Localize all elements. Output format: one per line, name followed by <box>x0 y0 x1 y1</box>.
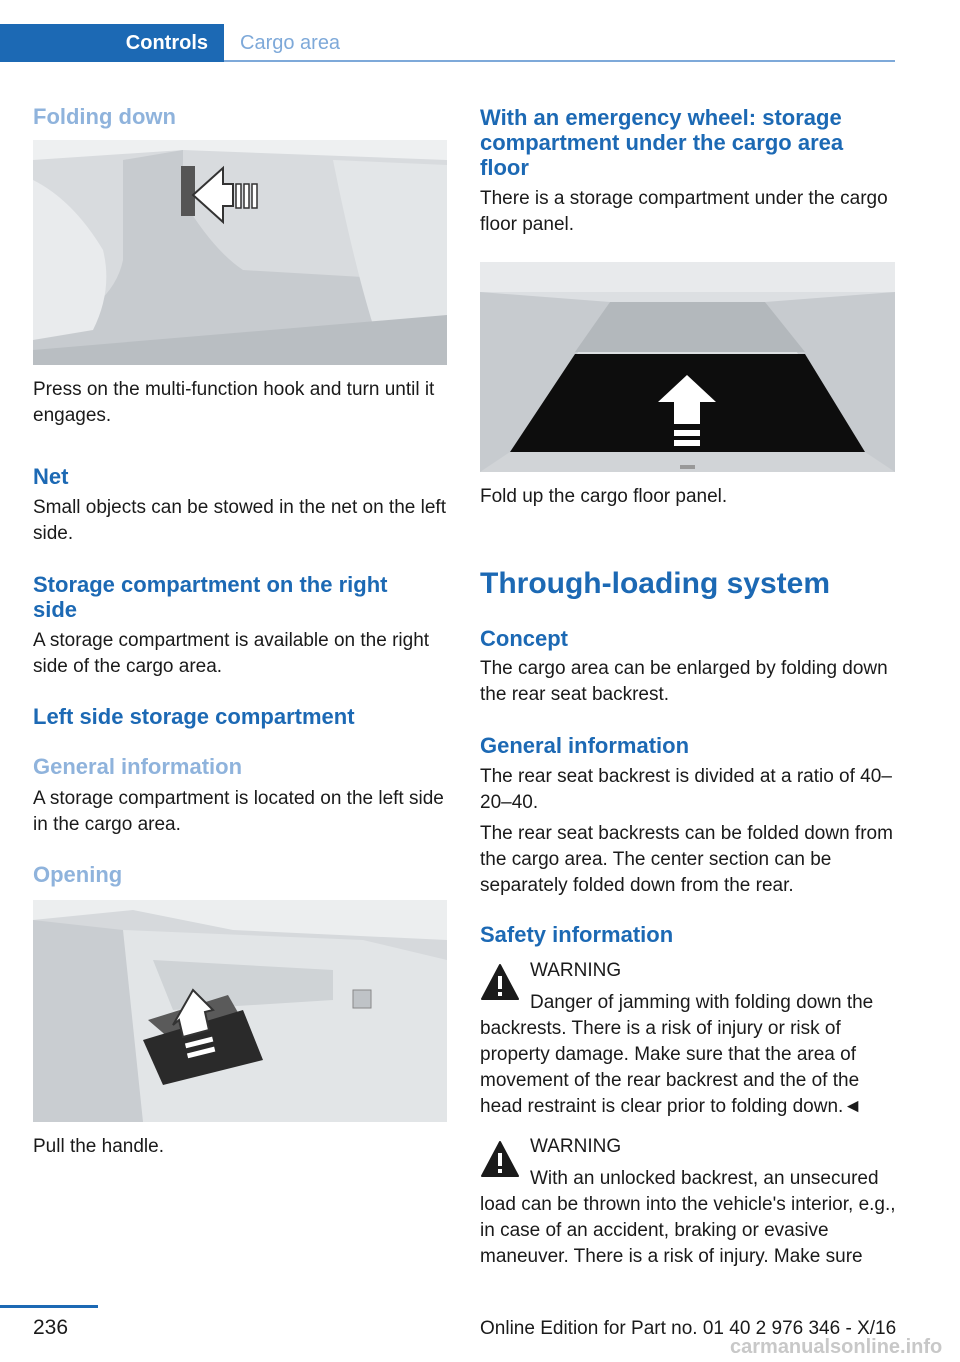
right-storage-text: A storage compartment is available on the right side of the cargo area. <box>33 630 430 677</box>
general-info-text-2: The rear seat backrests can be folded down from the cargo area. The center section can be separately folded down from the rear. <box>480 823 893 896</box>
footer-rule <box>0 1305 98 1308</box>
general-info-heading-right: General information <box>480 733 690 758</box>
general-info-text-1: The rear seat backrest is divided at a ratio of 40–20–40. <box>480 766 892 813</box>
warning2-text: With an unlocked backrest, an unsecured load can be thrown into the vehicle's interior, e.g., in case of an accident, braking or evasive maneuver. There is a risk of injury. Make sure <box>480 1168 896 1267</box>
safety-heading: Safety information <box>480 922 674 947</box>
opening-text: Pull the handle. <box>33 1136 164 1157</box>
header-rule <box>224 60 895 62</box>
general-info-heading-left: General information <box>33 754 243 779</box>
emergency-heading: With an emergency wheel: storage compartment under the cargo area floor <box>480 105 844 180</box>
emergency-text: There is a storage compartment under the cargo floor panel. <box>480 188 888 235</box>
left-storage-heading: Left side storage compartment <box>33 704 355 729</box>
concept-text: The cargo area can be enlarged by folding down the rear seat backrest. <box>480 658 888 705</box>
page-number: 236 <box>33 1316 69 1339</box>
chapter-label: Controls <box>125 32 208 54</box>
page-header <box>0 24 895 62</box>
concept-heading: Concept <box>480 626 568 651</box>
net-text: Small objects can be stowed in the net on the left side. <box>33 497 446 544</box>
folding-down-heading: Folding down <box>33 104 176 129</box>
handle-image <box>33 900 447 1122</box>
general-info-text-left: A storage compartment is located on the left side in the cargo area. <box>33 788 444 835</box>
net-heading: Net <box>33 464 69 489</box>
through-loading-heading: Through-loading system <box>480 567 831 600</box>
chapter-tab[interactable] <box>0 24 224 62</box>
warning2-label: WARNING <box>530 1136 622 1157</box>
cargo-floor-image <box>480 262 895 472</box>
edition-text: Online Edition for Part no. 01 40 2 976 346 - X/16 <box>480 1318 897 1339</box>
warning1-label: WARNING <box>530 960 622 981</box>
opening-heading: Opening <box>33 862 123 887</box>
right-storage-heading: Storage compartment on the right side <box>33 572 388 622</box>
section-label[interactable]: Cargo area <box>240 32 341 54</box>
site-watermark: carmanualsonline.info <box>730 1336 943 1358</box>
warning1-text: Danger of jamming with folding down the backrests. There is a risk of injury or risk of property damage. Make sure that the area of movement of the rear backrest and the of the head restraint is clear prior to folding down.◄ <box>480 992 874 1117</box>
fold-up-text: Fold up the cargo floor panel. <box>480 486 728 507</box>
hook-image <box>33 140 447 365</box>
folding-down-text: Press on the multi-function hook and turn until it engages. <box>33 379 435 426</box>
